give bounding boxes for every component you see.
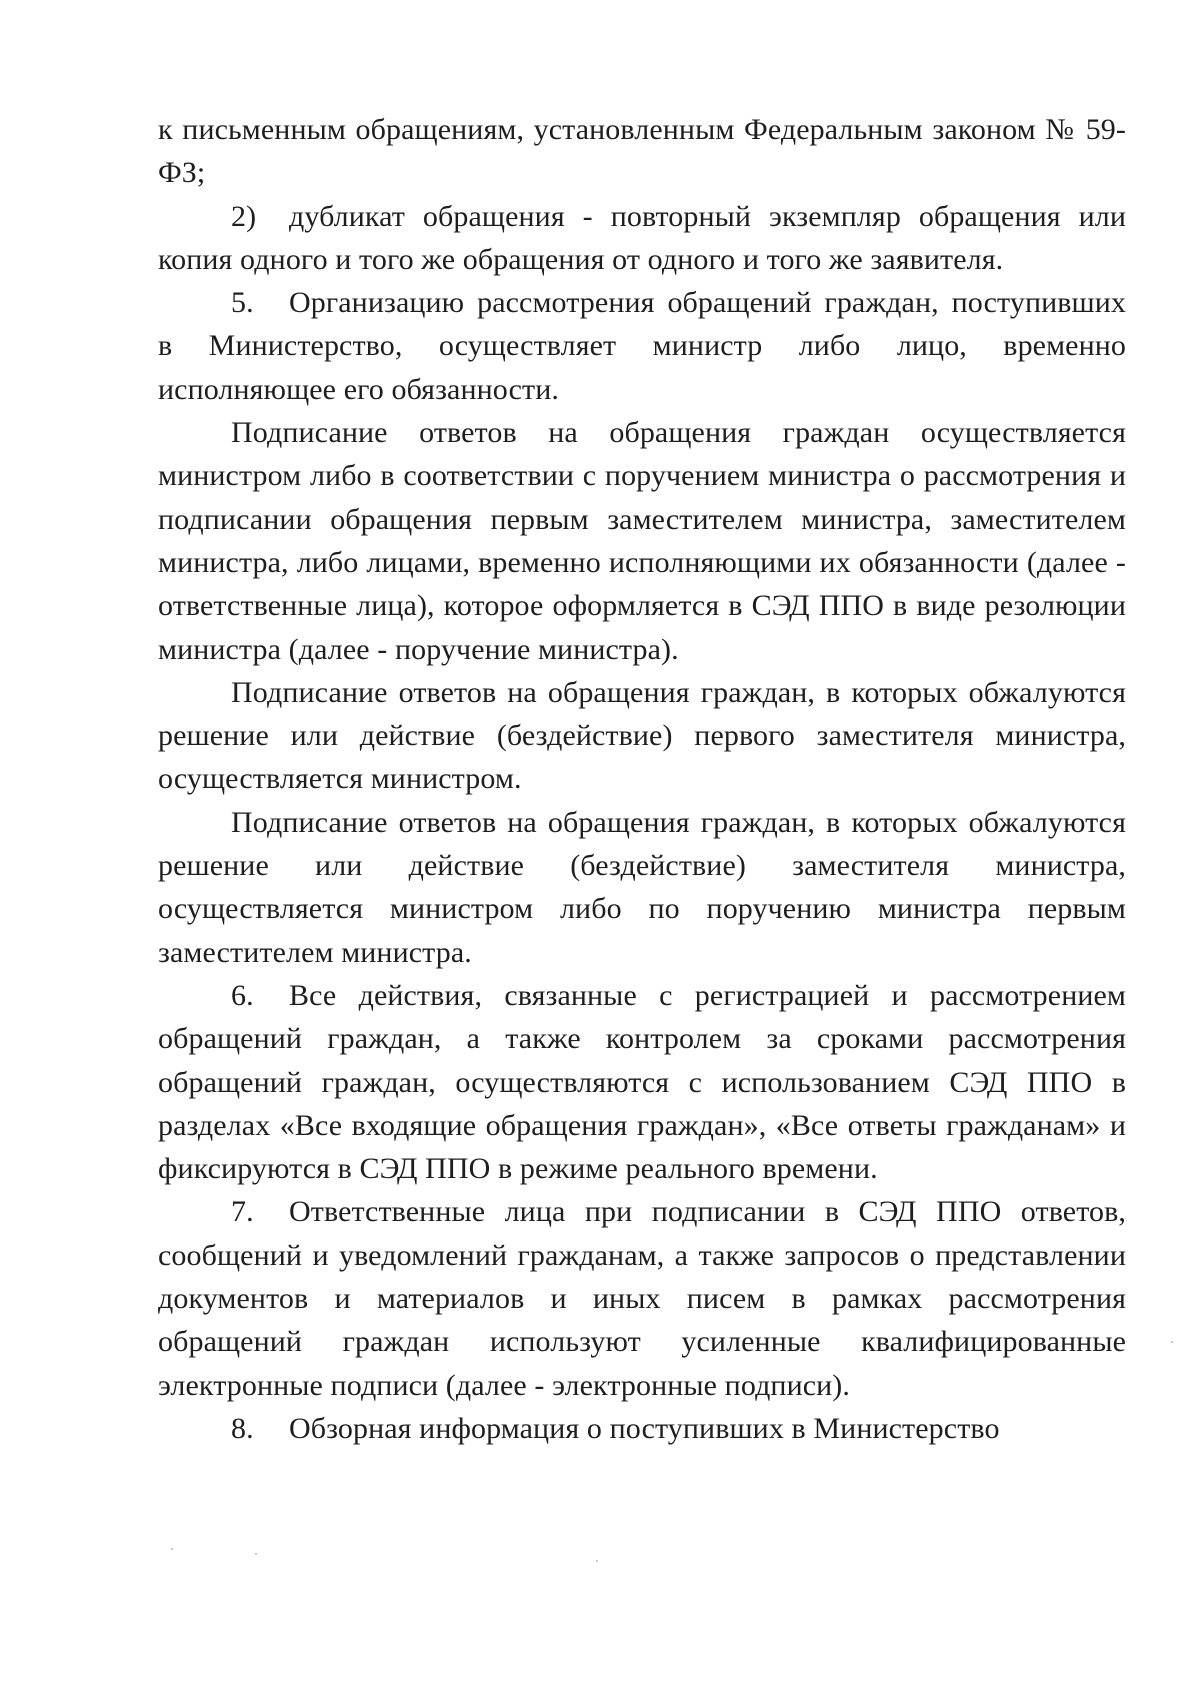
paragraph-text: дубликат обращения - повторный экземпляр обращения или копия одного и того же обращения от одного и того же заявителя. [158,199,1126,276]
paragraph-text: Подписание ответов на обращения граждан, в которых обжалуются решение или действие (бездействие) первого заместителя министра, осуществляется министром. [158,675,1126,796]
section-number: 8. [231,1411,254,1445]
paragraph-text: Обзорная информация о поступивших в Министерство [289,1411,1000,1445]
paragraph-section-5 [158,281,1126,411]
section-number: 5. [231,286,254,320]
list-marker: 2) [231,199,257,233]
paragraph-text: Все действия, связанные с регистрацией и рассмотрением обращений граждан, а также контролем за сроками рассмотрения обращений граждан, осуществляются с использованием СЭД ППО в разделах «Все входящие обращения граждан», «Все ответы гражданам» и фиксируются в СЭД ППО в режиме реального времени. [158,978,1126,1186]
section-number: 6. [231,978,254,1012]
paragraph-text: Ответственные лица при подписании в СЭД ППО ответов, сообщений и уведомлений гражданам, а также запросов о представлении документов и материалов и иных писем в рамках рассмотрения обращений граждан используют усиленные квалифицированные электронные подписи (далее - электронные подписи). [158,1195,1126,1402]
scan-artifact [171,1548,173,1550]
scan-artifact [1171,1341,1173,1343]
paragraph-signing-responsible [158,411,1126,671]
paragraph-continuation [158,108,1126,195]
paragraph-list-item-2 [158,195,1126,282]
paragraph-section-8 [158,1407,1126,1450]
paragraph-signing-first-deputy [158,671,1126,801]
document-body [158,108,1126,1450]
scan-artifact [255,1553,257,1555]
paragraph-section-6 [158,974,1126,1190]
paragraph-text: к письменным обращениям, установленным Федеральным законом № 59-ФЗ; [158,113,1126,190]
paragraph-text: Подписание ответов на обращения граждан осуществляется министром либо в соответствии с поручением министра о рассмотрения и подписании обращения первым заместителем министра, заместителем министра, либо лицами, временно исполняющими их обязанности (далее - ответственные лица), которое оформляется в СЭД ППО в виде резолюции министра (далее - поручение министра). [158,416,1126,666]
paragraph-text: Организацию рассмотрения обращений граждан, поступивших в Министерство, осуществляет министр либо лицо, временно исполняющее его обязанности. [158,286,1126,406]
paragraph-section-7 [158,1190,1126,1406]
paragraph-text: Подписание ответов на обращения граждан, в которых обжалуются решение или действие (бездействие) заместителя министра, осуществляется министром либо по поручению министра первым заместителем министра. [158,805,1126,969]
scan-artifact [596,1560,598,1562]
paragraph-signing-deputy [158,801,1126,974]
section-number: 7. [231,1195,254,1229]
